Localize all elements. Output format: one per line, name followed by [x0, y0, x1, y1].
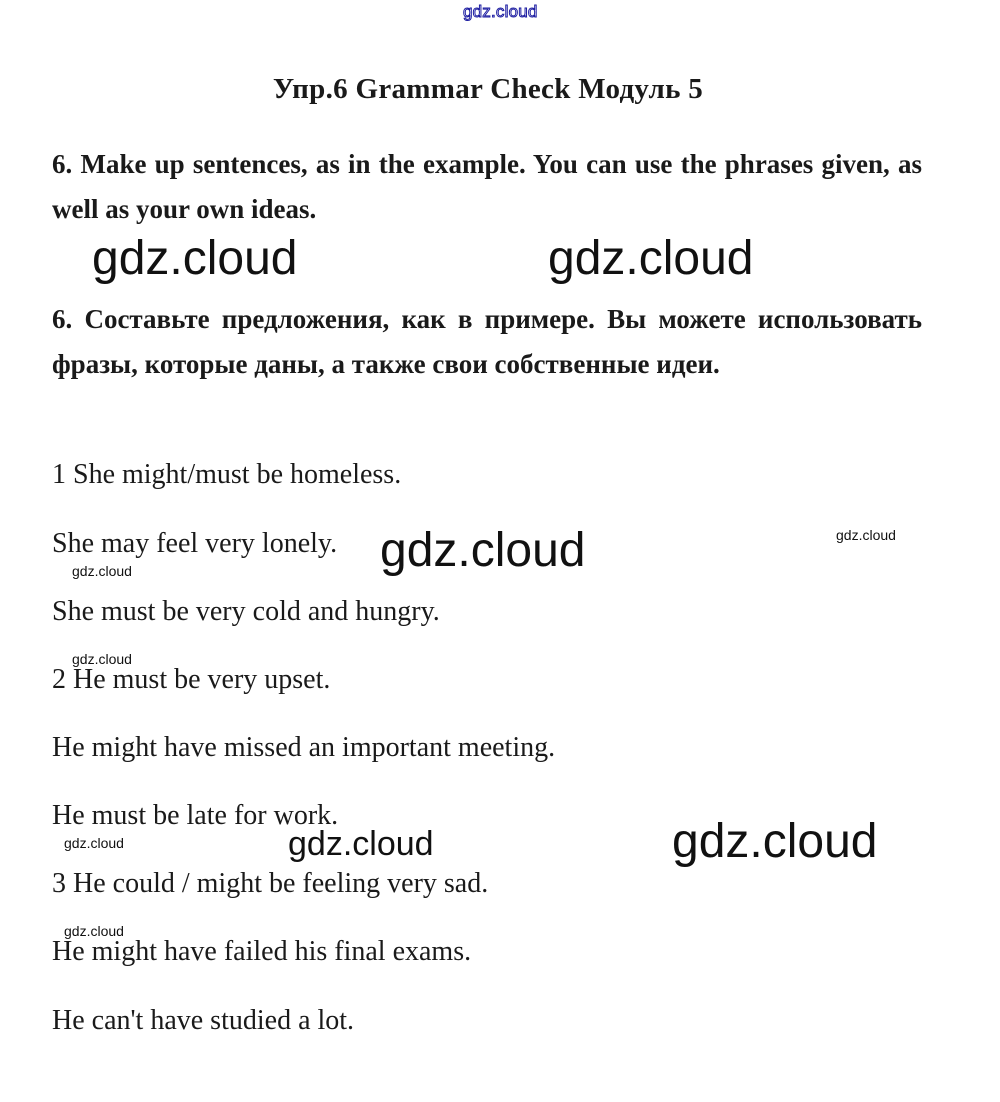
answer-line-1: 1 She might/must be homeless.	[52, 459, 402, 490]
task-instruction-english: 6. Make up sentences, as in the example. You can use the phrases given, as well as your own ideas.	[52, 149, 922, 224]
task-instruction-russian: 6. Составьте предложения, как в примере. Вы можете использовать фразы, которые даны, а также свои собственные идеи.	[52, 304, 922, 379]
answer-line-2: She may feel very lonely.	[52, 528, 338, 559]
answer-line-7: 3 He could / might be feeling very sad.	[52, 868, 489, 899]
answer-line-4: 2 He must be very upset.	[52, 664, 331, 695]
watermark: gdz.cloud	[64, 923, 124, 939]
watermark: gdz.cloud	[92, 232, 298, 285]
answer-line-9: He can't have studied a lot.	[52, 1005, 355, 1036]
page-title: Упр.6 Grammar Check Модуль 5	[272, 73, 704, 105]
watermark: gdz.cloud	[72, 651, 132, 667]
watermark: gdz.cloud	[548, 232, 754, 285]
answer-line-3: She must be very cold and hungry.	[52, 596, 440, 627]
answer-line-6: He must be late for work.	[52, 800, 339, 831]
watermark: gdz.cloud	[64, 835, 124, 851]
watermark: gdz.cloud	[72, 563, 132, 579]
answer-line-5: He might have missed an important meeting.	[52, 732, 556, 763]
watermark: gdz.cloud	[380, 524, 586, 577]
header-watermark: gdz.cloud	[463, 2, 538, 21]
watermark: gdz.cloud	[672, 815, 878, 868]
watermark: gdz.cloud	[836, 527, 896, 543]
watermark: gdz.cloud	[288, 825, 434, 863]
answer-line-8: He might have failed his final exams.	[52, 936, 472, 967]
